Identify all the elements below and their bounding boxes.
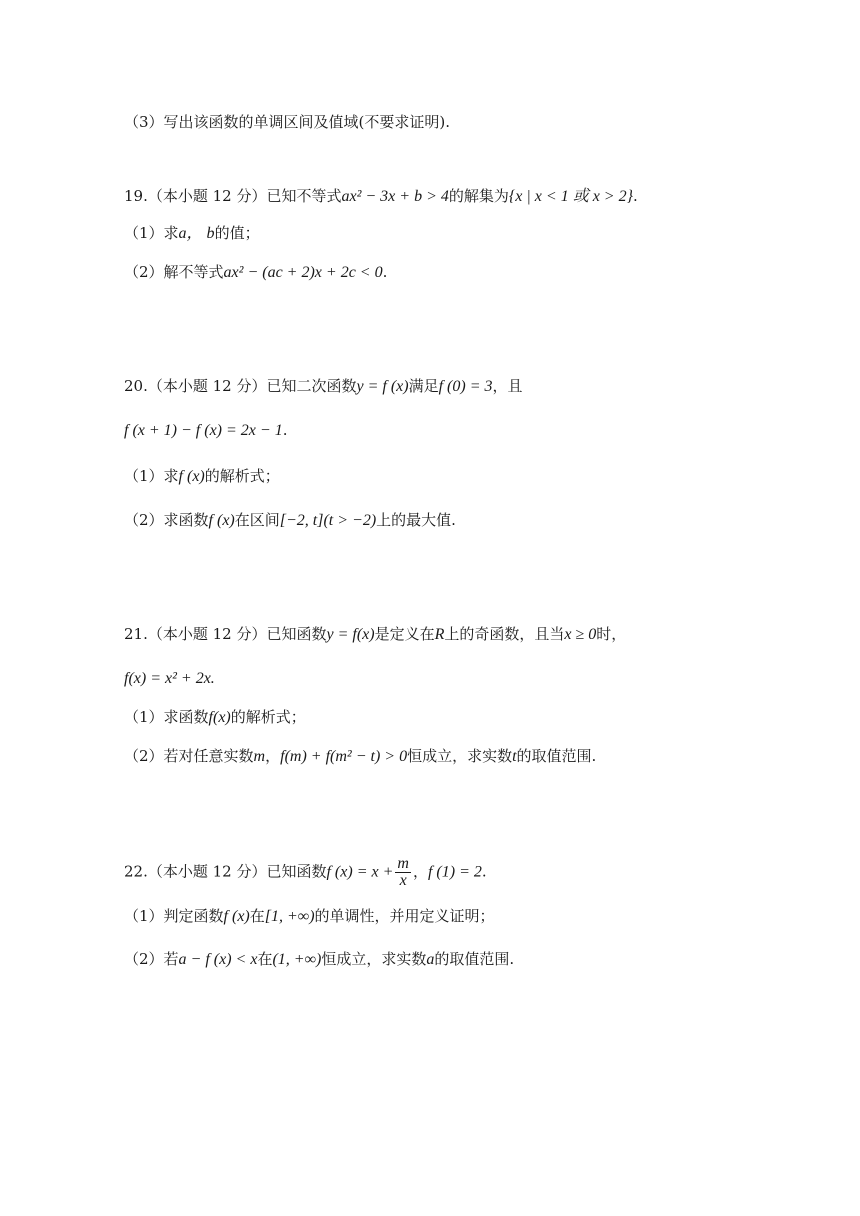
- q20-part2-end: 上的最大值.: [376, 511, 456, 529]
- q20-line2: [124, 418, 287, 443]
- q19-part2: [124, 260, 387, 285]
- q21-stem-condition: x ≥ 0: [564, 626, 597, 643]
- q20-part2-interval: [−2, t](t > −2): [279, 512, 377, 529]
- q22-part2-inequality: a − f (x) < x: [178, 951, 258, 968]
- q20-recurrence: f (x + 1) − f (x) = 2x − 1: [124, 422, 283, 439]
- q18-part3-text: （3）写出该函数的单调区间及值域(不要求证明).: [124, 113, 451, 131]
- q21-line2: [124, 666, 215, 691]
- q22-stem-end: .: [481, 862, 487, 881]
- q22-fraction: [395, 856, 411, 889]
- q21-stem: [124, 622, 626, 647]
- q22-part2-var-a: a: [426, 951, 435, 968]
- q20-part2-mid: 在区间: [234, 511, 280, 529]
- q20-stem-condition: f (0) = 3: [438, 378, 493, 395]
- q19-part2-end: .: [382, 263, 388, 281]
- q19-part2-inequality: ax² − (ac + 2)x + 2c < 0: [223, 264, 383, 281]
- q21-part1-prefix: （1）求函数: [124, 708, 209, 726]
- q22-part1-function: f (x): [223, 908, 250, 925]
- q19-part2-prefix: （2）解不等式: [124, 263, 224, 281]
- q21-stem-mid2: 上的奇函数，且当: [444, 625, 565, 643]
- q21-part2-prefix: （2）若对任意实数: [124, 747, 254, 765]
- q21-definition: f(x) = x² + 2x.: [124, 670, 215, 687]
- q20-part1: [124, 464, 280, 489]
- q19-stem: [124, 184, 638, 209]
- q20-stem: [124, 374, 523, 399]
- q20-line2-end: .: [282, 421, 288, 439]
- q21-stem-domain: R: [434, 626, 445, 643]
- q22-stem-function: f (x) = x +: [326, 863, 394, 881]
- q22-part1-prefix: （1）判定函数: [124, 907, 224, 925]
- q19-stem-prefix: 19.（本小题 12 分）已知不等式: [124, 187, 342, 205]
- q19-part1-vars: a， b: [178, 225, 215, 242]
- q21-part2-var-t: t: [512, 748, 517, 765]
- q20-part2: [124, 508, 456, 533]
- q22-fraction-numerator: m: [397, 855, 409, 872]
- q22-stem-prefix: 22.（本小题 12 分）已知函数: [124, 862, 327, 881]
- q19-part1: [124, 221, 260, 246]
- q21-part2-mid: ，: [265, 747, 281, 765]
- q20-stem-mid: 满足: [408, 377, 439, 395]
- q22-part2-end: 的取值范围.: [434, 950, 515, 968]
- q20-part2-prefix: （2）求函数: [124, 511, 209, 529]
- q19-part1-prefix: （1）求: [124, 224, 179, 242]
- q22-part2-mid2: 恒成立，求实数: [321, 950, 427, 968]
- q22-stem-mid: ，: [412, 862, 428, 881]
- q21-stem-prefix: 21.（本小题 12 分）已知函数: [124, 625, 327, 643]
- q21-stem-function: y = f(x): [326, 626, 375, 643]
- q19-solution-set: {x | x < 1 或 x > 2}: [508, 188, 633, 205]
- q22-part1: [124, 904, 495, 929]
- q22-part1-interval: [1, +∞): [264, 908, 315, 925]
- q21-stem-end: 时，: [596, 625, 627, 643]
- q22-part2: [124, 947, 514, 972]
- q20-part1-end: 的解析式；: [204, 467, 280, 485]
- q21-part2-inequality: f(m) + f(m² − t) > 0: [280, 748, 408, 765]
- q19-stem-inequality: ax² − 3x + b > 4: [341, 188, 449, 205]
- q20-stem-prefix: 20.（本小题 12 分）已知二次函数: [124, 377, 357, 395]
- q22-part1-mid: 在: [249, 907, 265, 925]
- q21-part1-end: 的解析式；: [230, 708, 306, 726]
- q20-stem-end: ，且: [492, 377, 523, 395]
- q21-part2-mid2: 恒成立，求实数: [407, 747, 513, 765]
- q22-part1-end: 的单调性，并用定义证明；: [314, 907, 495, 925]
- q22-stem-condition: f (1) = 2: [427, 863, 482, 881]
- q21-part1: [124, 705, 306, 730]
- q22-part2-mid: 在: [257, 950, 273, 968]
- q22-stem: [124, 856, 487, 889]
- q19-stem-mid: 的解集为: [448, 187, 509, 205]
- q20-part1-function: f (x): [178, 468, 205, 485]
- q20-part1-prefix: （1）求: [124, 467, 179, 485]
- q22-fraction-denominator: x: [399, 872, 407, 889]
- q21-part2: [124, 744, 596, 769]
- q21-part2-var-m: m: [253, 748, 266, 765]
- q21-part2-end: 的取值范围.: [516, 747, 597, 765]
- q22-part2-interval: (1, +∞): [272, 951, 322, 968]
- q21-stem-mid: 是定义在: [374, 625, 435, 643]
- q22-part2-prefix: （2）若: [124, 950, 179, 968]
- q20-part2-function: f (x): [208, 512, 235, 529]
- q20-stem-function: y = f (x): [356, 378, 409, 395]
- q18-part3: [124, 110, 450, 134]
- q19-stem-end: .: [633, 187, 638, 205]
- q19-part1-end: 的值；: [214, 224, 260, 242]
- q21-part1-function: f(x): [208, 709, 231, 726]
